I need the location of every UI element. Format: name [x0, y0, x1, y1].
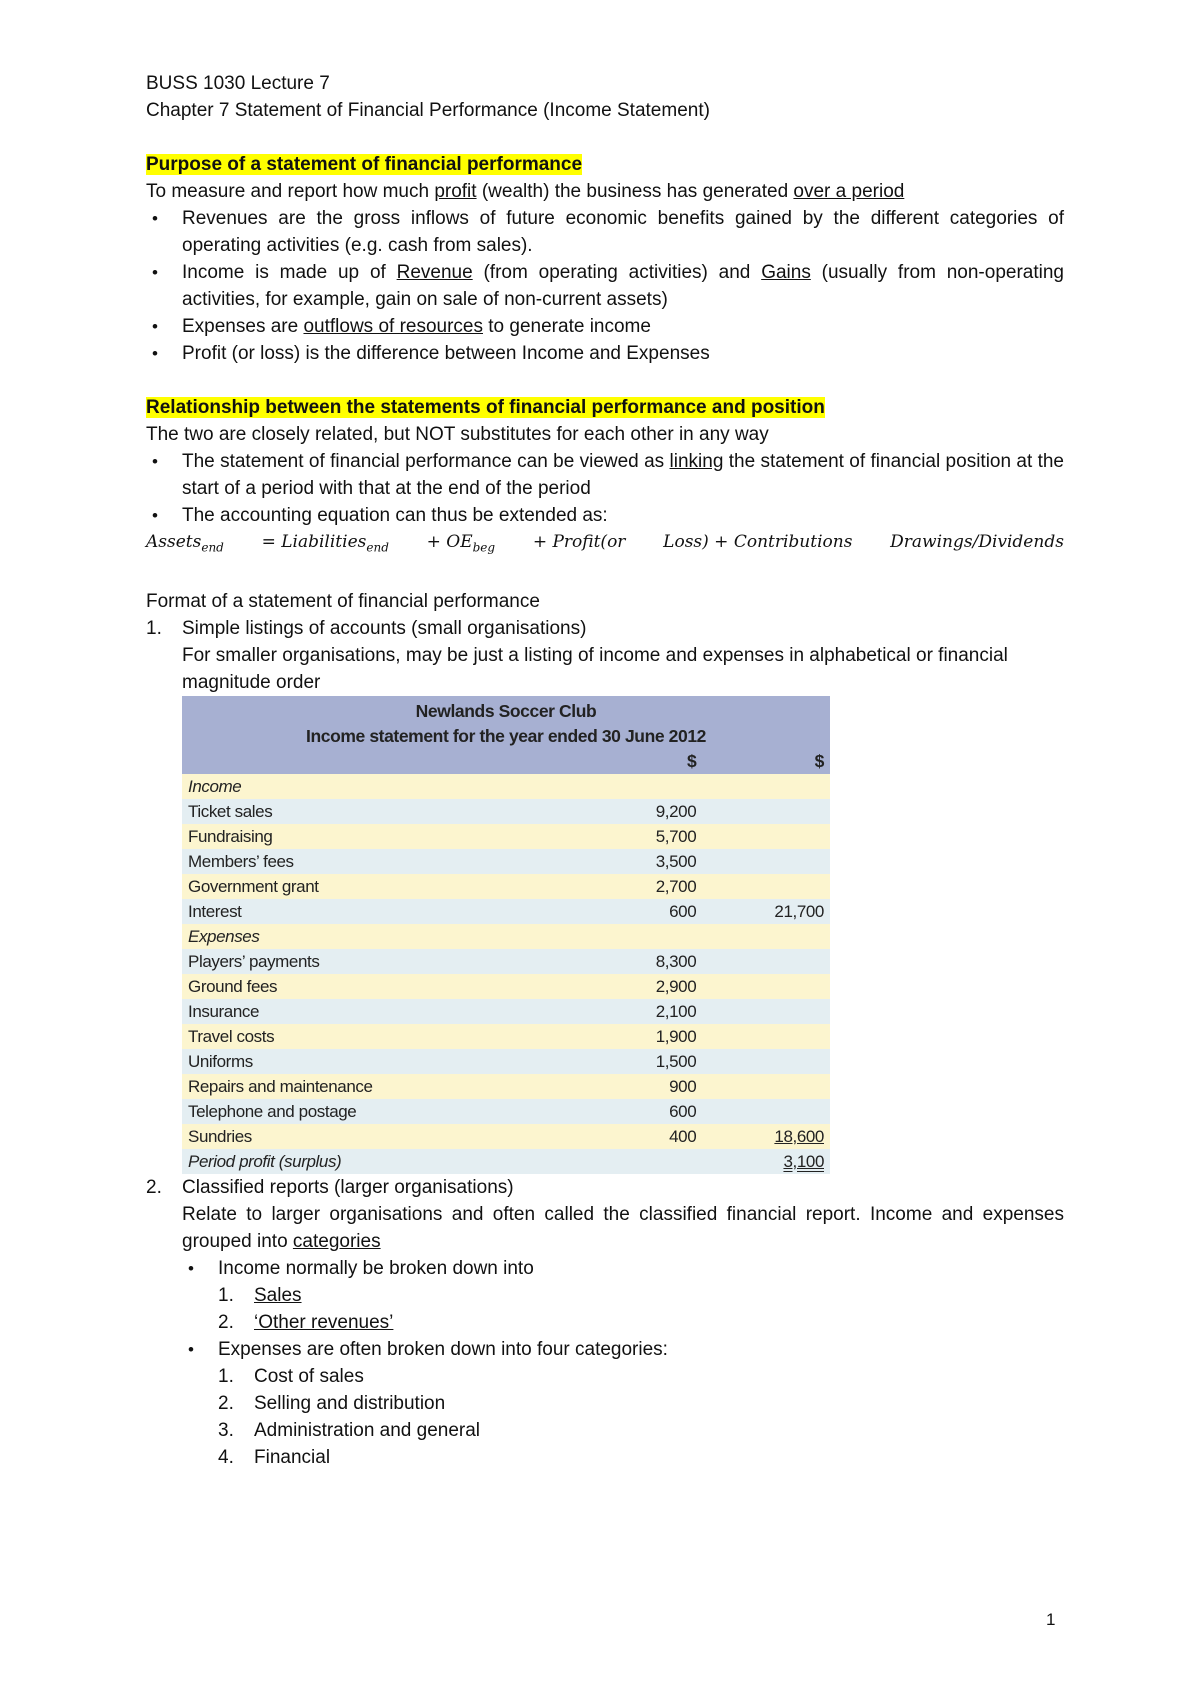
row-amount: 8,300: [575, 949, 702, 974]
bullet-expenses: • Expenses are outflows of resources to generate income: [146, 313, 1064, 340]
row-amount: 9,200: [575, 799, 702, 824]
format-item-2-body: Relate to larger organisations and often called the classified financial report. Income and expenses grouped into categories: [182, 1204, 1064, 1253]
table-row: [182, 1049, 830, 1074]
list-item: 4. Financial: [218, 1447, 331, 1469]
purpose-intro: To measure and report how much profit (wealth) the business has generated over a period: [146, 181, 905, 202]
row-label: Ground fees: [182, 974, 575, 999]
document-page: [146, 70, 1064, 1471]
section-heading-relationship: Relationship between the statements of financial performance and position: [146, 397, 825, 418]
list-item: 1. Cost of sales: [218, 1366, 364, 1388]
relationship-intro: The two are closely related, but NOT substitutes for each other in any way: [146, 424, 769, 445]
row-amount: 600: [575, 1099, 702, 1124]
row-total: [702, 849, 830, 874]
expenses-section-label: Expenses: [182, 924, 575, 949]
table-row: [182, 849, 830, 874]
income-statement-table: [182, 696, 830, 1174]
row-total: [702, 799, 830, 824]
row-amount: 2,100: [575, 999, 702, 1024]
row-label: Telephone and postage: [182, 1099, 575, 1124]
row-label: Interest: [182, 899, 575, 924]
list-item: 1. Sales: [218, 1285, 302, 1307]
table-row: [182, 874, 830, 899]
row-amount: 400: [575, 1124, 702, 1149]
row-label: Sundries: [182, 1124, 575, 1149]
currency-col-1: $: [575, 749, 702, 774]
bullet-income: • Income is made up of Revenue (from operating activities) and Gains (usually from non-operating activities, for example, gain on sale of non-current assets): [146, 259, 1064, 313]
row-label: Uniforms: [182, 1049, 575, 1074]
row-amount: 2,900: [575, 974, 702, 999]
expense-breakdown-list: [146, 1363, 1064, 1471]
currency-col-2: $: [702, 749, 830, 774]
row-amount: 1,900: [575, 1024, 702, 1049]
classified-bullets: [146, 1255, 1064, 1282]
table-row: [182, 1124, 830, 1149]
list-item: 2. ‘Other revenues’: [218, 1312, 394, 1334]
format-item-1-body: For smaller organisations, may be just a listing of income and expenses in alphabetical or financial magnitude order: [182, 645, 1008, 694]
list-item: 3. Administration and general: [218, 1420, 481, 1442]
table-row: [182, 999, 830, 1024]
row-total: 21,700: [702, 899, 830, 924]
format-heading: Format of a statement of financial performance: [146, 591, 540, 613]
page-number: 1: [1046, 1610, 1056, 1629]
table-row: [182, 824, 830, 849]
profit-label: Period profit (surplus): [182, 1149, 575, 1174]
accounting-equation: Assets$_{end}$ = Liabilities$_{end}$ + $OE_{beg}$ + Profit(or Loss) + Contributions Drawings/Dividends: [146, 532, 1064, 555]
course-title: BUSS 1030 Lecture 7: [146, 73, 330, 94]
profit-value: 3,100: [783, 1152, 824, 1172]
row-amount: 2,700: [575, 874, 702, 899]
income-breakdown-list: [146, 1282, 1064, 1336]
table-row: [182, 949, 830, 974]
row-label: Fundraising: [182, 824, 575, 849]
income-section-label: Income: [182, 774, 575, 799]
format-item-1: 1. Simple listings of accounts (small organisations): [146, 618, 587, 640]
row-label: Members’ fees: [182, 849, 575, 874]
row-total: [702, 824, 830, 849]
row-label: Players’ payments: [182, 949, 575, 974]
row-label: Insurance: [182, 999, 575, 1024]
row-amount: 1,500: [575, 1049, 702, 1074]
table-row: [182, 1024, 830, 1049]
bullet-profit: • Profit (or loss) is the difference between Income and Expenses: [146, 340, 1064, 367]
table-row: [182, 974, 830, 999]
table-title: Newlands Soccer Club: [182, 696, 830, 724]
row-amount: 600: [575, 899, 702, 924]
relationship-bullets: [146, 448, 1064, 529]
row-total: 18,600: [774, 1127, 824, 1147]
chapter-title: Chapter 7 Statement of Financial Performance (Income Statement): [146, 100, 710, 121]
purpose-bullets: [146, 205, 1064, 367]
bullet-linking: • The statement of financial performance can be viewed as linking the statement of financial position at the start of a period with that at the end of the period: [146, 448, 1064, 502]
format-item-2: 2. Classified reports (larger organisations): [146, 1177, 514, 1199]
row-label: Repairs and maintenance: [182, 1074, 575, 1099]
table-subtitle: Income statement for the year ended 30 June 2012: [182, 724, 830, 749]
bullet-equation-intro: • The accounting equation can thus be extended as:: [146, 502, 1064, 529]
row-amount: 3,500: [575, 849, 702, 874]
table-row: [182, 799, 830, 824]
row-label: Government grant: [182, 874, 575, 899]
table-row: [182, 1099, 830, 1124]
row-amount: 900: [575, 1074, 702, 1099]
row-total: [702, 874, 830, 899]
bullet-revenues: • Revenues are the gross inflows of future economic benefits gained by the different categories of operating activities (e.g. cash from sales).: [146, 205, 1064, 259]
bullet-income-breakdown: • Income normally be broken down into: [182, 1255, 1064, 1282]
table-row: [182, 1074, 830, 1099]
row-label: Ticket sales: [182, 799, 575, 824]
row-amount: 5,700: [575, 824, 702, 849]
bullet-expense-breakdown: • Expenses are often broken down into four categories:: [182, 1336, 1064, 1363]
table-row: [182, 899, 830, 924]
list-item: 2. Selling and distribution: [218, 1393, 446, 1415]
section-heading-purpose: Purpose of a statement of financial performance: [146, 154, 583, 175]
row-label: Travel costs: [182, 1024, 575, 1049]
